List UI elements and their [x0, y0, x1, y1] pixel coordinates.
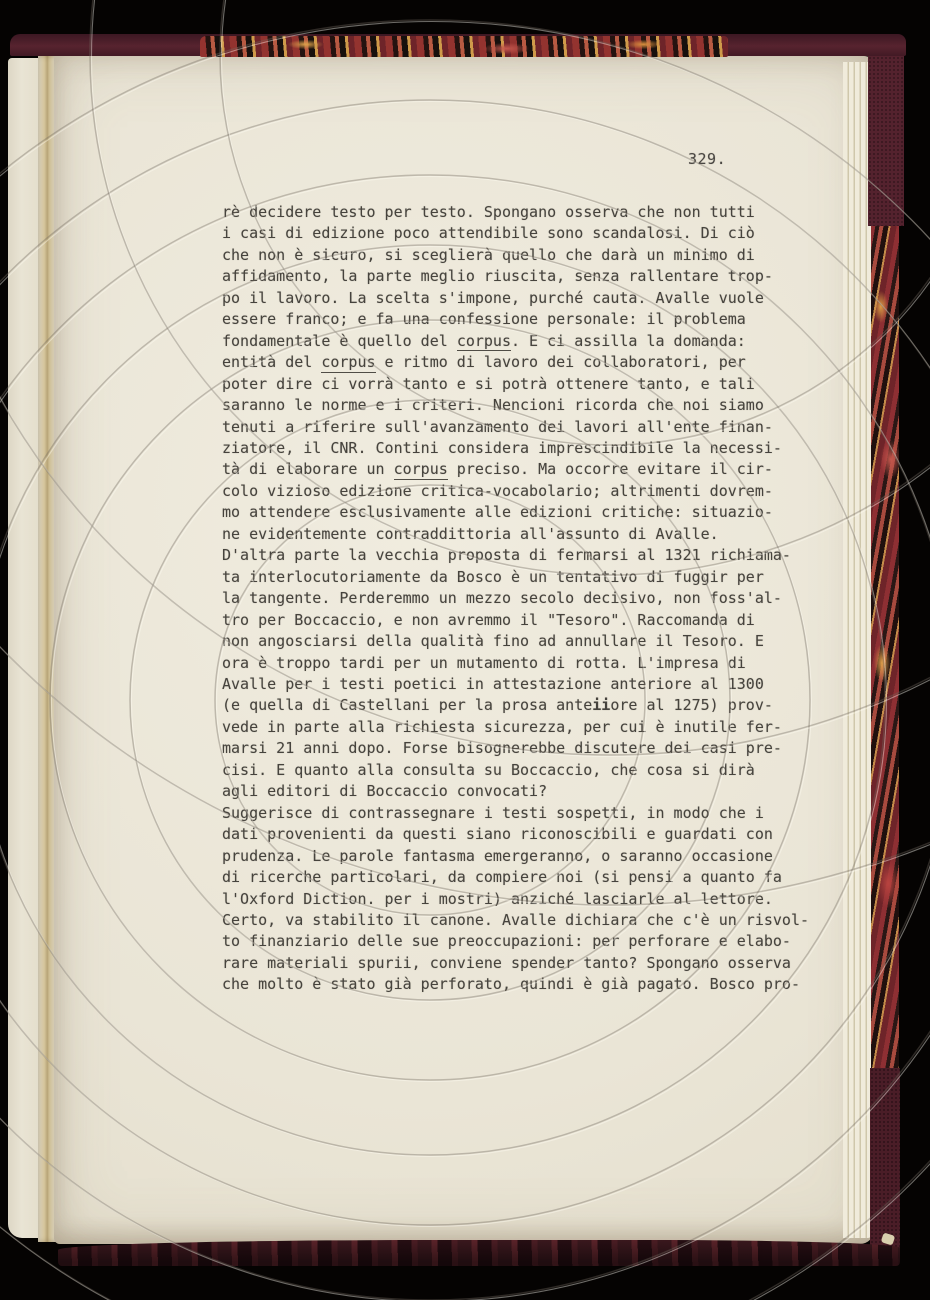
typescript-line: l'Oxford Diction. per i mostri) anziché lasciarle al lettore. — [222, 889, 773, 908]
typescript-line: fondamentale è quello del corpus. E ci assilla la domanda: — [222, 331, 746, 350]
typescript-line: affidamento, la parte meglio riuscita, senza rallentare trop- — [222, 267, 773, 286]
typescript-line: (e quella di Castellani per la prosa anteiiore al 1275) prov- — [222, 696, 773, 715]
typescript-line: Avalle per i testi poetici in attestazione anteriore al 1300 — [222, 674, 764, 693]
typescript-text — [222, 202, 809, 1002]
typescript-line: la tangente. Perderemmo un mezzo secolo decisivo, non foss'al- — [222, 589, 782, 608]
typescript-line: che molto è stato già perforato, quindi è già pagato. Bosco pro- — [222, 975, 800, 994]
typescript-line: mo attendere esclusivamente alle edizioni critiche: situazio- — [222, 503, 773, 522]
typescript-line: Certo, va stabilito il canone. Avalle dichiara che c'è un risvol- — [222, 910, 809, 929]
typescript-line: Suggerisce di contrassegnare i testi sospetti, in modo che i — [222, 803, 764, 822]
typescript-line: i casi di edizione poco attendibile sono scandalosi. Di ciò — [222, 224, 755, 243]
typescript-line: agli editori di Boccaccio convocati? — [222, 782, 548, 801]
typescript-line: poter dire ci vorrà tanto e si potrà ottenere tanto, e tali — [222, 374, 755, 393]
typescript-line: prudenza. Le parole fantasma emergeranno, o saranno occasione — [222, 846, 773, 865]
typescript-line: di ricerche particolari, da compiere noi (si pensi a quanto fa — [222, 868, 782, 887]
typescript-line: entità del corpus e ritmo di lavoro dei collaboratori, per — [222, 353, 746, 372]
marbled-top-edge — [200, 36, 728, 57]
typescript-line: ziatore, il CNR. Contini considera imprescindibile la necessi- — [222, 438, 782, 457]
typescript-line: to finanziario delle sue preoccupazioni: per perforare e elabo- — [222, 932, 791, 951]
typescript-line: rare materiali spurii, conviene spender tanto? Spongano osserva — [222, 953, 791, 972]
typescript-line: po il lavoro. La scelta s'impone, purché cauta. Avalle vuole — [222, 288, 764, 307]
typescript-line: ne evidentemente contraddittoria all'assunto di Avalle. — [222, 524, 719, 543]
typescript-line: non angosciarsi della qualità fino ad annullare il Tesoro. E — [222, 632, 764, 651]
typescript-line: D'altra parte la vecchia proposta di fermarsi al 1321 richiama- — [222, 546, 791, 565]
typescript-line: vede in parte alla richiesta sicurezza, per cui è inutile fer- — [222, 717, 782, 736]
typescript-line: ora è troppo tardi per un mutamento di rotta. L'impresa di — [222, 653, 746, 672]
typescript-line: rè decidere testo per testo. Spongano osserva che non tutti — [222, 203, 755, 221]
typescript-line: marsi 21 anni dopo. Forse bisognerebbe discutere dei casi pre- — [222, 739, 782, 758]
leather-cover-bottom-right — [870, 1068, 900, 1254]
leather-cover-top-right — [868, 36, 904, 226]
typescript-line: tenuti a riferire sull'avanzamento dei lavori all'ente finan- — [222, 417, 773, 436]
typescript-line: saranno le norme e i criteri. Nencioni ricorda che noi siamo — [222, 396, 764, 415]
typescript-line: tà di elaborare un corpus preciso. Ma occorre evitare il cir- — [222, 460, 773, 479]
typescript-line: colo vizioso edizione critica-vocabolario; altrimenti dovrem- — [222, 481, 773, 500]
facing-page-edge — [8, 58, 42, 1238]
typescript-line: dati provenienti da questi siano riconoscibili e guardati con — [222, 825, 773, 844]
page-number: 329. — [688, 150, 727, 168]
typescript-line: che non è sicuro, si sceglierà quello che darà un minimo di — [222, 245, 755, 264]
typescript-line: cisi. E quanto alla consulta su Boccaccio, che cosa si dirà — [222, 760, 755, 779]
typescript-line: ta interlocutoriamente da Bosco è un tentativo di fuggir per — [222, 567, 764, 586]
book-bottom-edge — [58, 1240, 900, 1266]
marbled-endpaper-right — [871, 222, 899, 1070]
typescript-line: tro per Boccaccio, e non avremmo il "Tesoro". Raccomanda di — [222, 610, 755, 629]
typescript-line: essere franco; e fa una confessione personale: il problema — [222, 310, 746, 329]
